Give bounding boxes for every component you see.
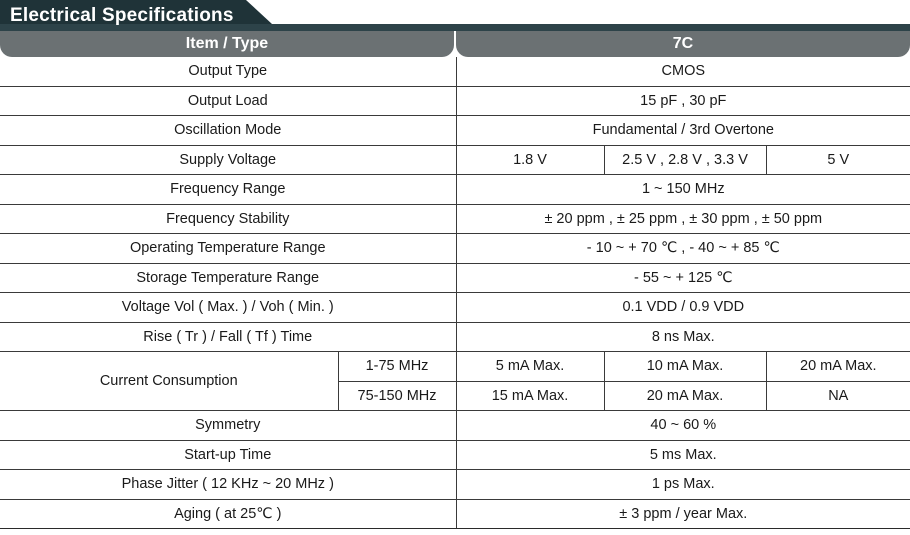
row-value-symmetry: 40 ~ 60 % [456,411,910,441]
section-title: Electrical Specifications [10,5,234,26]
table-row [0,57,910,86]
row-value-phase-jitter: 1 ps Max. [456,470,910,500]
row-label-current-consumption: Current Consumption [0,352,338,411]
table-row [0,116,910,146]
table-row [0,204,910,234]
row-label-supply-voltage: Supply Voltage [0,145,456,175]
row-label-storage-temp: Storage Temperature Range [0,263,456,293]
row-value-storage-temp: - 55 ~ + 125 ℃ [456,263,910,293]
row-label-rise-fall: Rise ( Tr ) / Fall ( Tf ) Time [0,322,456,352]
row-value-startup-time: 5 ms Max. [456,440,910,470]
current-1-col1: 5 mA Max. [456,352,604,382]
row-value-frequency-stability: ± 20 ppm , ± 25 ppm , ± 30 ppm , ± 50 ppm [456,204,910,234]
current-2-col3: NA [766,381,910,411]
row-label-frequency-range: Frequency Range [0,175,456,205]
header-type-7c: 7C [456,31,910,57]
table-row [0,352,910,382]
table-row [0,293,910,323]
row-value-aging: ± 3 ppm / year Max. [456,499,910,529]
row-label-output-type: Output Type [0,57,456,86]
table-row [0,322,910,352]
row-value-voltage-vol-voh: 0.1 VDD / 0.9 VDD [456,293,910,323]
row-label-startup-time: Start-up Time [0,440,456,470]
current-2-col2: 20 mA Max. [604,381,766,411]
section-title-band [0,0,910,32]
table-row [0,145,910,175]
row-label-frequency-stability: Frequency Stability [0,204,456,234]
table-row [0,263,910,293]
row-value-oscillation-mode: Fundamental / 3rd Overtone [456,116,910,146]
row-label-oscillation-mode: Oscillation Mode [0,116,456,146]
supply-voltage-3: 5 V [766,145,910,175]
row-value-output-load: 15 pF , 30 pF [456,86,910,116]
row-value-operating-temp: - 10 ~ + 70 ℃ , - 40 ~ + 85 ℃ [456,234,910,264]
row-label-operating-temp: Operating Temperature Range [0,234,456,264]
row-label-aging: Aging ( at 25℃ ) [0,499,456,529]
row-value-rise-fall: 8 ns Max. [456,322,910,352]
table-row [0,440,910,470]
table-row [0,175,910,205]
table-row [0,411,910,441]
table-row [0,499,910,529]
header-item-type: Item / Type [0,31,454,57]
current-range-1: 1-75 MHz [338,352,456,382]
row-label-symmetry: Symmetry [0,411,456,441]
row-value-output-type: CMOS [456,57,910,86]
row-label-phase-jitter: Phase Jitter ( 12 KHz ~ 20 MHz ) [0,470,456,500]
row-label-voltage-vol-voh: Voltage Vol ( Max. ) / Voh ( Min. ) [0,293,456,323]
supply-voltage-2: 2.5 V , 2.8 V , 3.3 V [604,145,766,175]
current-1-col2: 10 mA Max. [604,352,766,382]
row-label-output-load: Output Load [0,86,456,116]
table-row [0,86,910,116]
supply-voltage-1: 1.8 V [456,145,604,175]
row-value-frequency-range: 1 ~ 150 MHz [456,175,910,205]
spec-table [0,57,910,529]
current-2-col1: 15 mA Max. [456,381,604,411]
current-1-col3: 20 mA Max. [766,352,910,382]
current-range-2: 75-150 MHz [338,381,456,411]
table-row [0,234,910,264]
table-row [0,470,910,500]
